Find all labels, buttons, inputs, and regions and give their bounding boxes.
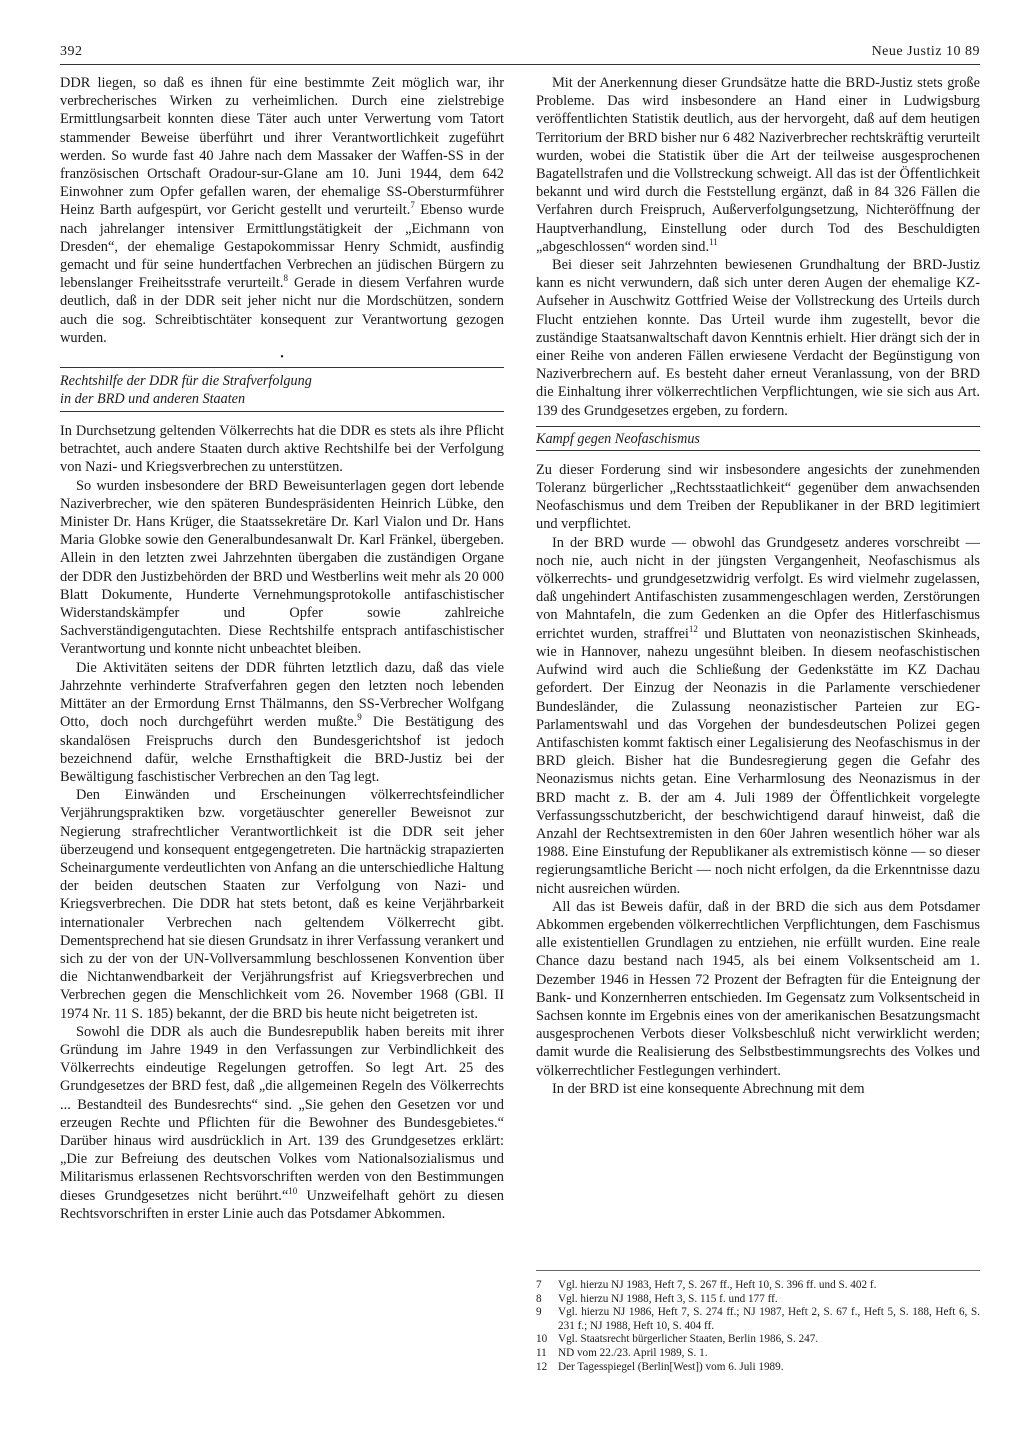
paragraph: Bei dieser seit Jahrzehnten bewiesenen Grundhaltung der BRD-Justiz kann es nicht verwundern, daß sich unter deren Augen der ehemalige KZ-Aufseher in Auschwitz Gottfried Weise der Vollstreckung des Urteils durch Flucht entziehen konnte. Das Urteil wurde ihm zugestellt, bevor die zuständige Staatsanwaltschaft davon Kenntnis erhielt. Hier drängt sich der in einer Reihe von anderen Fällen erwiesene Verdacht der Begünstigung von Naziverbrechern auf. Es besteht daher erneut Veranlassung, von der BRD die Einhaltung ihrer völkerrechtlichen Verpflichtungen, wie sie sich aus Art. 139 des Grundgesetzes ergeben, zu fordern. xyxy=(536,257,980,419)
paragraph: All das ist Beweis dafür, daß in der BRD die sich aus dem Potsdamer Abkommen ergebenden völkerrechtlichen Verpflichtungen, dem Faschismus alle existentiellen Grundlagen zu entziehen, nie erfüllt wurden. Eine reale Chance dazu bestand nach 1945, als bei einem Volksentscheid am 1. Dezember 1946 in Hessen 72 Prozent der Befragten für die Enteignung der Bank- und Konzernherren entschieden. Im Gegensatz zum Volksentscheid in Sachsen konnte im Ergebnis eines von der amerikanischen Besatzungsmacht ausgesprochenen Verbots dieser Volksbeschluß nicht verwirklicht werden; damit wurde die Realisierung des Selbstbestimmungsrechts des Volkes und völkerrechtlicher Festlegungen verhindert. xyxy=(536,898,980,1079)
section-heading xyxy=(60,367,504,412)
page-header xyxy=(60,42,980,65)
footnote-ref: 12 xyxy=(688,623,698,634)
journal-title: Neue Justiz 10 89 xyxy=(871,44,980,59)
section-divider: • xyxy=(280,352,284,364)
footnote: 12 Der Tagesspiegel (Berlin[West]) vom 6. Juli 1989. xyxy=(536,1360,784,1373)
footnote: 8 Vgl. hierzu NJ 1988, Heft 3, S. 115 f. und 177 ff. xyxy=(536,1292,778,1305)
paragraph: Den Einwänden und Erscheinungen völkerrechtsfeindlicher Verjährungspraktiken bzw. vorgetäuschter genereller Beweisnot zur Negierung strafrechtlicher Verantwortlichkeit ist die DDR seit jeher überzeugend und konsequent entgegengetreten. Die hartnäckig strapazierten Scheinargumente verdeutlichten von Anfang an die unterschiedliche Haltung der beiden deutschen Staaten zur Verfolgung von Nazi- und Kriegsverbrechen. Die DDR hat stets betont, daß es keine Verjährbarkeit internationaler Verbrechen nach geltendem Völkerrecht gibt. Dementsprechend hat sie diesen Grundsatz in ihrer Verfassung verankert und sich zu der von der UN-Vollversammlung beschlossenen Konvention über die Nichtanwendbarkeit der Verjährungsfrist auf Kriegsverbrechen und Verbrechen gegen die Menschlichkeit vom 26. November 1968 (GBl. II 1974 Nr. 11 S. 185) bekannt, der die BRD bis heute nicht beigetreten ist. xyxy=(60,787,504,1022)
paragraph: In Durchsetzung geltenden Völkerrechts hat die DDR es stets als ihre Pflicht betrachtet, auch andere Staaten durch aktive Rechtshilfe bei der Verfolgung von Nazi- und Kriegsverbrechen zu unterstützen. xyxy=(60,423,504,476)
page-number: 392 xyxy=(60,44,83,59)
footnote-ref: 11 xyxy=(709,237,718,248)
paragraph: In der BRD ist eine konsequente Abrechnung mit dem xyxy=(552,1080,865,1097)
paragraph: So wurden insbesondere der BRD Beweisunterlagen gegen dort lebende Naziverbrecher, wie den späteren Bundespräsidenten Heinrich Lübke, den Minister Dr. Hans Krüger, die Staatssekretäre Dr. Karl Vialon und Dr. Hans Maria Globke sowie den Generalbundesanwalt Dr. Karl Fränkel, übergeben. Allein in den letzten zwei Jahrzehnten übergaben die zuständigen Organe der DDR den Justizbehörden der BRD und Westberlins weit mehr als 20 000 Blatt Dokumente, Hunderte Vernehmungsprotokolle antifaschistischer Widerstandskämpfer und Opfer sowie zahlreiche Sachverständigengutachten. Diese Rechtshilfe entsprach antifaschistischer Verantwortung und konnte nicht unbeachtet bleiben. xyxy=(60,477,504,658)
footnote: 9 Vgl. hierzu NJ 1986, Heft 7, S. 274 ff.; NJ 1987, Heft 2, S. 67 f., Heft 5, S. 188, Heft 6, S. 231 f.; NJ 1988, Heft 10, S. 404 ff. xyxy=(536,1306,980,1332)
paragraph: Zu dieser Forderung sind wir insbesondere angesichts der zunehmenden Toleranz bürgerlicher „Rechtsstaatlichkeit“ gegenüber dem anwachsenden Neofaschismus und dem Treiben der Republikaner in der BRD legitimiert und verpflichtet. xyxy=(536,461,980,533)
footnote-ref: 10 xyxy=(288,1185,298,1196)
paragraph: Sowohl die DDR als auch die Bundesrepublik haben bereits mit ihrer Gründung im Jahre 1949 in den Verfassungen zur Verbindlichkeit des Völkerrechts eindeutige Regelungen getroffen. So legt Art. 25 des Grundgesetzes der BRD fest, daß „die allgemeinen Regeln des Völkerrechts ... Bestandteil des Bundesrechts“ sind. „Sie gehen den Gesetzen vor und erzeugen Rechte und Pflichten für die Bewohner des Bundesgebietes.“ Darüber hinaus wird ausdrücklich in Art. 139 des Grundgesetzes erklärt: „Die zur Befreiung des deutschen Volkes vom Nationalsozialismus und Militarismus erlassenen Rechtsvorschriften werden von den Bestimmungen dieses Grundgesetzes nicht berührt.“$^{10}$ Unzweifelhaft gehört zu diesen Rechtsvorschriften in erster Linie auch das Potsdamer Abkommen. xyxy=(60,1023,504,1222)
intro-paragraph: DDR liegen, so daß es ihnen für eine bestimmte Zeit möglich war, ihr verbrecherisches Wirken zu verheimlichen. Durch eine zielstrebige Ermittlungsarbeit konnten diese Täter auch unter Verwertung vom Tatort stammender Beweise überführt und ihrer Verantwortlichkeit zugeführt werden. So wurde fast 40 Jahre nach dem Massaker der Waffen-SS in der französischen Ortschaft Oradour-sur-Glane am 10. Juni 1944, dem 642 Einwohner zum Opfer gefallen waren, der ehemalige SS-Obersturmführer Heinz Barth aufgespürt, vor Gericht gestellt und verurteilt.$^7$ Ebenso wurde nach jahrelanger intensiver Ermittlungstätigkeit der „Eichmann von Dresden“, der ehemalige Gestapokommissar Henry Schmidt, ausfindig gemacht und für seine hundertfachen Verbrechen an jüdischen Bürgern zu lebenslanger Freiheitsstrafe verurteilt.$^8$ Gerade in diesem Verfahren wurde deutlich, daß in der DDR seit jeher nicht nur die Mordschützen, sondern auch die sog. Schreibtischtäter konsequent zur Verantwortung gezogen wurden. xyxy=(60,75,504,346)
footnote: 10 Vgl. Staatsrecht bürgerlicher Staaten, Berlin 1986, S. 247. xyxy=(536,1333,819,1346)
paragraph: In der BRD wurde — obwohl das Grundgesetz anderes vorschreibt — noch nie, auch nicht in der jüngsten Vergangenheit, Neofaschismus als völkerrechts- und grundgesetzwidrig verfolgt. Es wird vielmehr zugelassen, daß ungehindert Antifaschisten zusammengeschlagen werden, Zerstörungen von Mahntafeln, die zum Gedenken an die Opfer des Hitlerfaschismus errichtet wurden, straffrei$^{12}$ und Bluttaten von neonazistischen Skinheads, wie in Hannover, nahezu ungesühnt bleiben. In diesem neofaschistischen Aufwind wird auch die Schließung der Gedenkstätte im KZ Dachau gefordert. Der Einzug der Neonazis in die Parlamente verschiedener Bundesländer, die Zulassung neonazistischer Parteien zur EG-Parlamentswahl und das Vorgehen der bundesdeutschen Polizei gegen Antifaschisten kommt faktisch einer Legalisierung des Neofaschismus in der BRD gleich. Bisher hat die Bundesregierung gegen die Gefahr des Neonazismus nichts getan. Eine Verharmlosung des Neonazismus in der BRD macht z. B. der am 4. Juli 1989 der Öffentlichkeit vorgelegte Verfassungsschutzbericht, der beschwichtigend darauf hinweist, daß die Anzahl der Rechtsextremisten in den 60er Jahren wesentlich höher war als 1988. Eine Einstufung der Republikaner als extremistisch könne — so dieser regierungsamtliche Bericht — noch nicht erfolgen, da die Erkenntnisse dazu nicht ausreichen würden. xyxy=(536,534,981,897)
footnote-ref: 8 xyxy=(283,273,288,284)
section-heading xyxy=(536,426,980,451)
paragraph: Die Aktivitäten seitens der DDR führten letztlich dazu, daß das viele Jahrzehnte verhinderte Strafverfahren gegen den letzten noch lebenden Mittäter an der Ermordung Ernst Thälmanns, den SS-Verbrecher Wolfgang Otto, doch noch durchgeführt werden mußte.$^9$ Die Bestätigung des skandalösen Freispruchs durch den Bundesgerichtshof ist jedoch bezeichnend dafür, welche Ernsthaftigkeit die BRD-Justiz bei der Bewältigung faschistischer Verbrechen an den Tag legt. xyxy=(60,659,504,785)
footnote-ref: 7 xyxy=(410,200,415,211)
footnote: 7 Vgl. hierzu NJ 1983, Heft 7, S. 267 ff., Heft 10, S. 396 ff. und S. 402 f. xyxy=(536,1279,877,1291)
paragraph: Mit der Anerkennung dieser Grundsätze hatte die BRD-Justiz stets große Probleme. Das wird insbesondere an Hand einer in Ludwigsburg veröffentlichten Statistik deutlich, aus der hervorgeht, daß auf dem heutigen Territorium der BRD bisher nur 6 482 Naziverbrecher rechtskräftig verurteilt wurden, wobei die Statistik über die Art der teilweise ausgesprochenen Bagatellstrafen und die Vollstreckung schweigt. All das ist der Öffentlichkeit bekannt und wird durch die Feststellung ergänzt, daß in 84 326 Fällen die Verfahren durch Freispruch, Außerverfolgungsetzung, Nichteröffnung der Hauptverhandlung, Einstellung oder durch Tod des Beschuldigten „abgeschlossen“ worden sind.$^{11}$ xyxy=(536,75,980,255)
footnotes xyxy=(536,1270,980,1374)
section-heading-line1: Rechtshilfe der DDR für die Strafverfolgung xyxy=(60,373,312,390)
section-heading-line2: in der BRD und anderen Staaten xyxy=(60,391,246,408)
footnote-ref: 9 xyxy=(357,712,362,723)
left-column xyxy=(60,74,504,1223)
footnote: 11 ND vom 22./23. April 1989, S. 1. xyxy=(536,1346,708,1359)
section-heading-line: Kampf gegen Neofaschismus xyxy=(536,430,700,447)
right-column xyxy=(536,74,980,1098)
